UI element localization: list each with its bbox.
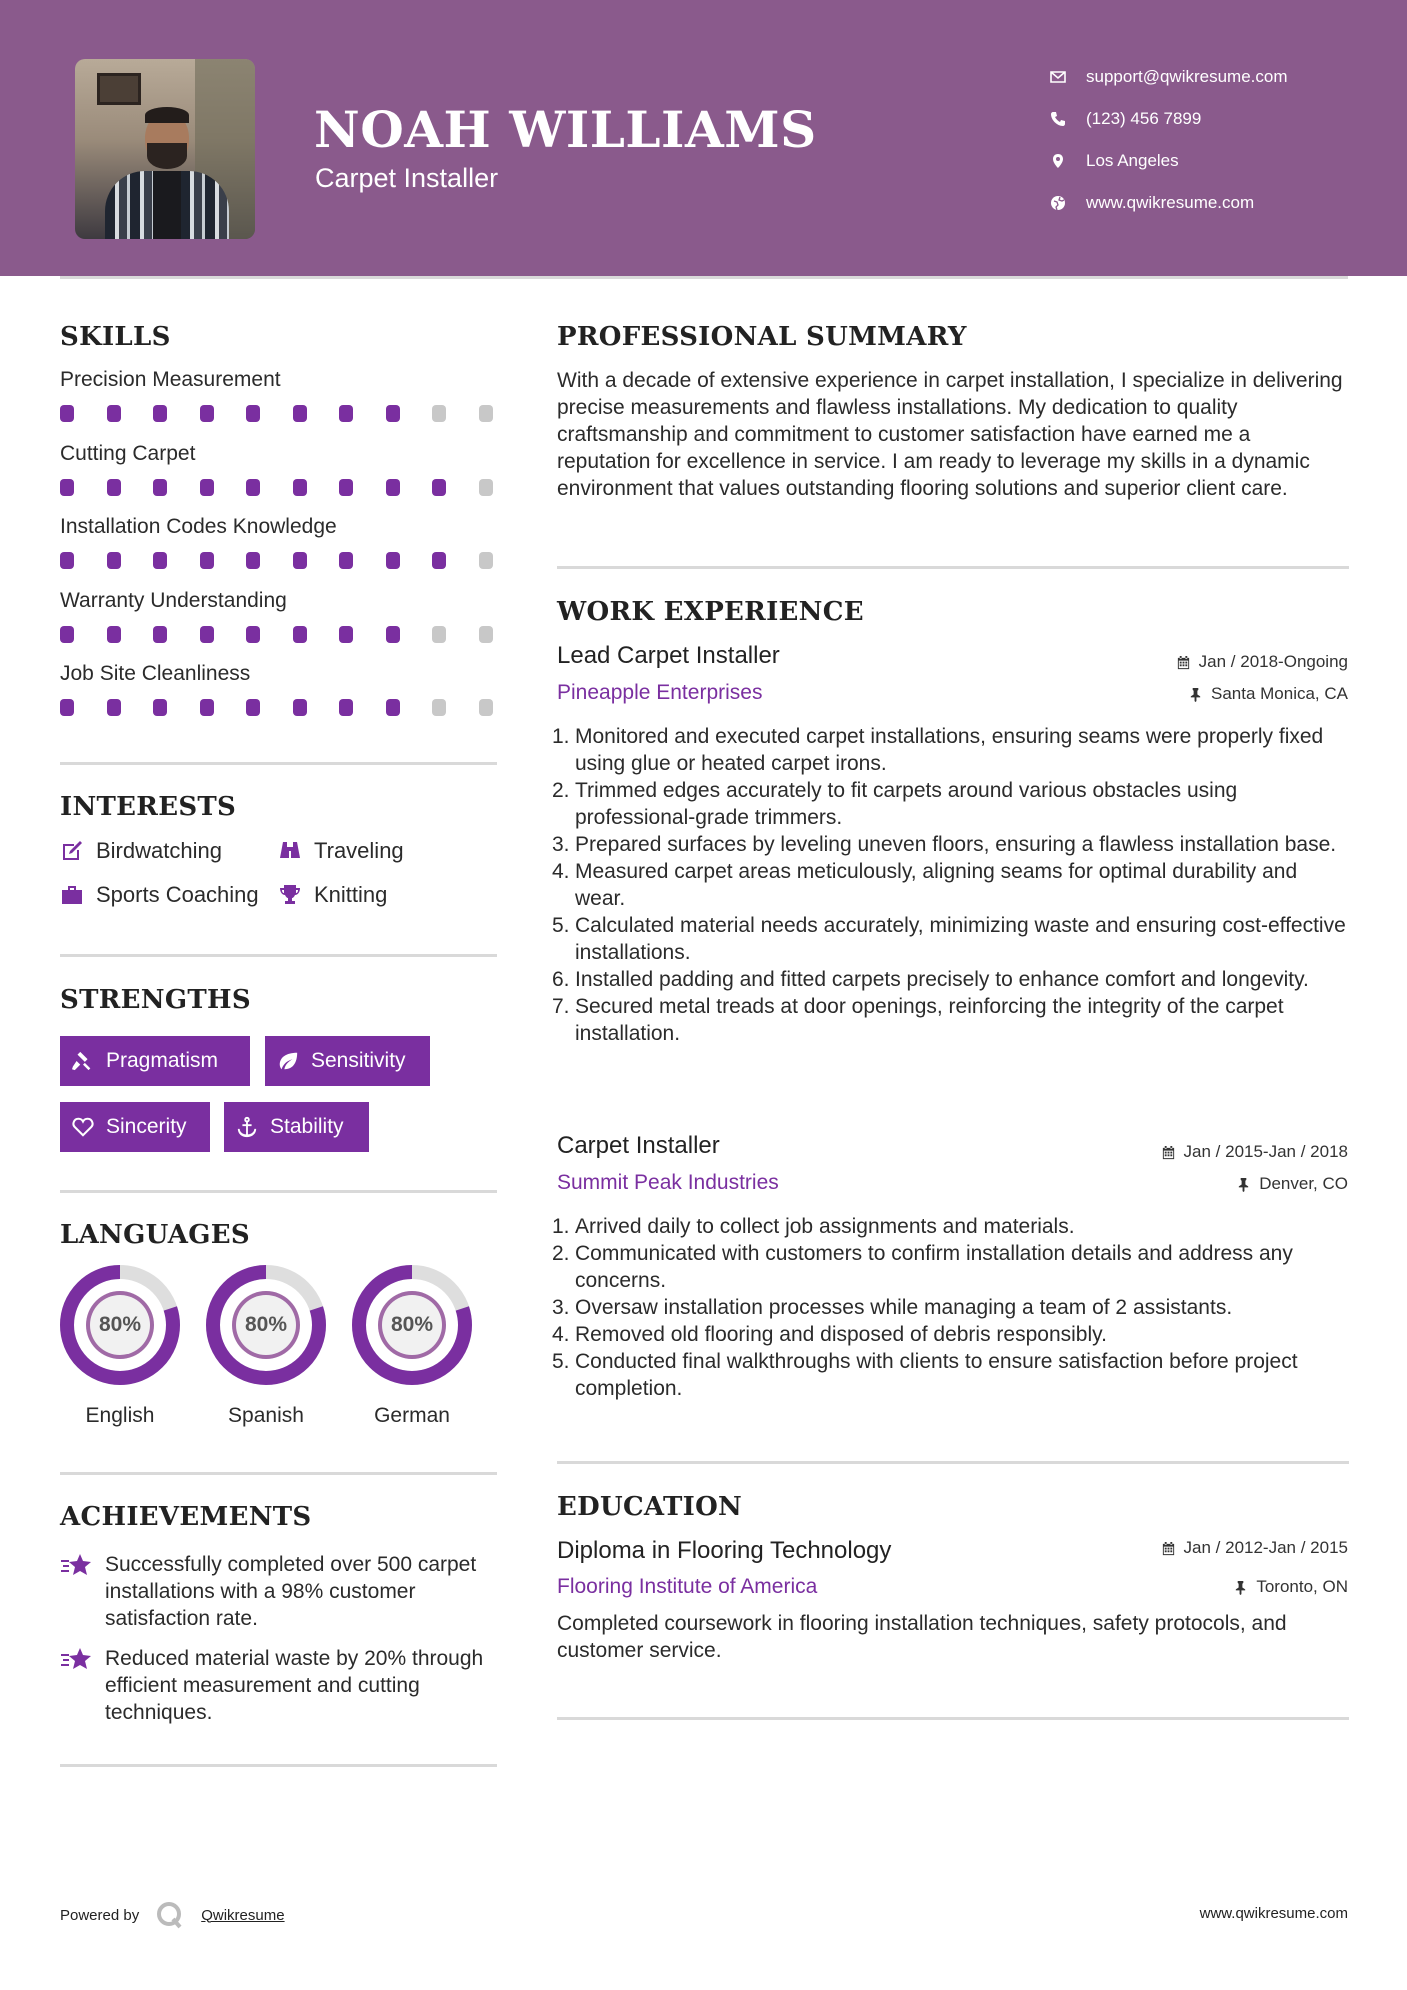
skill-dot-filled xyxy=(107,626,121,643)
education-dates-text: Jan / 2012-Jan / 2015 xyxy=(1183,1538,1348,1557)
achievement-text: Successfully completed over 500 carpet installations with a 98% customer satisfaction rate. xyxy=(105,1553,477,1630)
job-bullet-text: Secured metal treads at door openings, reinforcing the integrity of the carpet installation. xyxy=(575,995,1284,1045)
education-dates xyxy=(1161,1538,1348,1558)
language-percent: 80% xyxy=(244,1313,288,1336)
job-company: Summit Peak Industries xyxy=(557,1171,779,1194)
job-bullet: 3. Oversaw installation processes while managing a team of 2 assistants. xyxy=(552,1296,1233,1319)
job-bullet: 3. Prepared surfaces by leveling uneven floors, ensuring a flawless installation base. xyxy=(552,833,1337,856)
skills-title: SKILLS xyxy=(60,322,171,352)
achievements-divider xyxy=(60,1764,497,1767)
skill-dot-filled xyxy=(339,479,353,496)
job-bullet: 4. Measured carpet areas meticulously, aligning seams for optimal durability and wear. xyxy=(552,860,1298,910)
education-location-text: Toronto, ON xyxy=(1256,1577,1348,1596)
skill-dot-filled xyxy=(293,626,307,643)
education-title: EDUCATION xyxy=(557,1492,743,1522)
language-item xyxy=(205,1264,329,1427)
calendar-icon xyxy=(1161,1541,1176,1556)
skill-dot-filled xyxy=(246,626,260,643)
envelope-icon xyxy=(1050,67,1086,87)
skill-name: Cutting Carpet xyxy=(60,441,196,465)
skill-dot-filled xyxy=(107,699,121,716)
strengths-title: STRENGTHS xyxy=(60,985,251,1015)
skill-dot-filled xyxy=(339,405,353,422)
skill-dot-filled xyxy=(386,699,400,716)
job-title: Lead Carpet Installer xyxy=(557,642,780,669)
job-location xyxy=(1236,1174,1348,1194)
candidate-name: NOAH WILLIAMS xyxy=(314,100,817,159)
strength-label: Sensitivity xyxy=(311,1049,406,1072)
binoculars-icon xyxy=(278,839,302,863)
skill-dot-empty xyxy=(432,405,446,422)
skill-dot-filled xyxy=(246,699,260,716)
skill-dot-filled xyxy=(153,699,167,716)
qwikresume-link[interactable]: Qwikresume xyxy=(201,1906,285,1924)
star-icon xyxy=(60,1553,92,1579)
skill-dot-filled xyxy=(200,405,214,422)
job-dates xyxy=(1176,652,1348,672)
phone-icon xyxy=(1050,109,1086,129)
job-bullet-text: Arrived daily to collect job assignments and materials. xyxy=(575,1215,1075,1238)
gavel-icon xyxy=(72,1050,94,1072)
job-responsibilities xyxy=(552,723,1352,1047)
job-bullet-text: Communicated with customers to confirm installation details and address any concerns. xyxy=(575,1242,1293,1292)
contact-location-text: Los Angeles xyxy=(1086,151,1179,170)
job-bullet: 2. Trimmed edges accurately to fit carpets around various obstacles using professional-grade trimmers. xyxy=(552,779,1238,829)
skill-dot-filled xyxy=(153,479,167,496)
job-bullet-text: Removed old flooring and disposed of debris responsibly. xyxy=(575,1323,1107,1346)
footer-powered xyxy=(60,1900,285,1930)
skill-dot-filled xyxy=(246,552,260,569)
job-bullet-text: Conducted final walkthroughs with clients to ensure satisfaction before project completion. xyxy=(575,1350,1298,1400)
skill-rating xyxy=(60,479,500,497)
skill-dot-filled xyxy=(200,479,214,496)
skill-dot-filled xyxy=(339,699,353,716)
job-bullet: 1. Monitored and executed carpet installations, ensuring seams were properly fixed using glue or heated carpet irons. xyxy=(552,725,1324,775)
job-responsibilities xyxy=(552,1213,1352,1402)
skill-dot-filled xyxy=(386,552,400,569)
skill-dot-filled xyxy=(60,479,74,496)
interest-item xyxy=(60,882,259,908)
heart-icon xyxy=(72,1116,94,1138)
summary-divider xyxy=(557,566,1349,569)
strength-label: Stability xyxy=(270,1115,344,1138)
skill-dot-filled xyxy=(293,405,307,422)
profile-photo xyxy=(75,59,255,239)
contact-email-text: support@qwikresume.com xyxy=(1086,67,1288,86)
summary-text: With a decade of extensive experience in carpet installation, I specialize in delivering precise measurements and flawless installations. My dedication to quality craftsmanship and commitment to customer satisfaction have earned me a reputation for excellence in service. I am ready to leverage my skills in a dynamic environment that values outstanding flooring solutions and superior client care. xyxy=(557,369,1343,500)
job-title: Carpet Installer xyxy=(557,1132,720,1159)
strength-tag xyxy=(60,1036,250,1086)
contact-phone[interactable] xyxy=(1050,98,1380,140)
summary-title: PROFESSIONAL SUMMARY xyxy=(557,322,967,352)
education-location xyxy=(1233,1577,1348,1597)
skill-dot-filled xyxy=(153,552,167,569)
skill-dot-empty xyxy=(479,405,493,422)
job-dates-text: Jan / 2015-Jan / 2018 xyxy=(1183,1142,1348,1161)
education-degree: Diploma in Flooring Technology xyxy=(557,1537,892,1564)
language-percent: 80% xyxy=(390,1313,434,1336)
pushpin-icon xyxy=(1236,1177,1251,1192)
skill-dot-filled xyxy=(386,479,400,496)
job-bullet-text: Calculated material needs accurately, minimizing waste and ensuring cost-effective installations. xyxy=(575,914,1346,964)
skill-dot-filled xyxy=(200,699,214,716)
language-progress-ring xyxy=(351,1264,473,1386)
strength-tag xyxy=(60,1102,210,1152)
achievements-title: ACHIEVEMENTS xyxy=(60,1502,312,1532)
job-bullet: 5. Conducted final walkthroughs with clients to ensure satisfaction before project completion. xyxy=(552,1350,1298,1400)
skill-dot-filled xyxy=(293,552,307,569)
job-location xyxy=(1188,684,1348,704)
job-bullet-text: Prepared surfaces by leveling uneven floors, ensuring a flawless installation base. xyxy=(575,833,1337,856)
job-dates-text: Jan / 2018-Ongoing xyxy=(1198,652,1348,671)
skill-dot-filled xyxy=(246,405,260,422)
skill-rating xyxy=(60,699,500,717)
job-bullet: 6. Installed padding and fitted carpets precisely to enhance comfort and longevity. xyxy=(552,968,1309,991)
job-bullet-text: Monitored and executed carpet installations, ensuring seams were properly fixed using glue or heated carpet irons. xyxy=(575,725,1324,775)
skill-dot-filled xyxy=(60,552,74,569)
footer-site[interactable]: www.qwikresume.com xyxy=(1199,1905,1348,1922)
strength-tag xyxy=(265,1036,430,1086)
skill-dot-empty xyxy=(479,552,493,569)
achievement-text: Reduced material waste by 20% through efficient measurement and cutting techniques. xyxy=(105,1647,484,1724)
skill-dot-filled xyxy=(432,552,446,569)
contact-list xyxy=(1050,56,1380,224)
job-bullet-text: Oversaw installation processes while managing a team of 2 assistants. xyxy=(575,1296,1233,1319)
interest-item xyxy=(60,838,222,864)
contact-phone-text: (123) 456 7899 xyxy=(1086,109,1202,128)
skill-dot-filled xyxy=(386,405,400,422)
skill-dot-filled xyxy=(60,699,74,716)
skill-rating xyxy=(60,626,500,644)
strengths-divider xyxy=(60,1190,497,1193)
language-item xyxy=(59,1264,183,1427)
language-item xyxy=(351,1264,475,1427)
education-school: Flooring Institute of America xyxy=(557,1575,818,1598)
language-name: Spanish xyxy=(228,1404,304,1427)
edit-icon xyxy=(60,839,84,863)
skill-dot-empty xyxy=(479,699,493,716)
skill-dot-filled xyxy=(339,626,353,643)
leaf-icon xyxy=(277,1050,299,1072)
map-pin-icon xyxy=(1050,151,1086,171)
job-bullet: 2. Communicated with customers to confirm installation details and address any concerns. xyxy=(552,1242,1293,1292)
skill-dot-filled xyxy=(107,405,121,422)
interest-label: Birdwatching xyxy=(96,838,222,863)
skill-dot-filled xyxy=(386,626,400,643)
education-divider xyxy=(557,1717,1349,1720)
skill-rating xyxy=(60,405,500,423)
trophy-icon xyxy=(278,883,302,907)
strength-label: Sincerity xyxy=(106,1115,187,1138)
contact-location xyxy=(1050,140,1380,182)
interest-label: Knitting xyxy=(314,882,388,907)
resume-header xyxy=(0,0,1407,276)
job-bullet: 1. Arrived daily to collect job assignments and materials. xyxy=(552,1215,1075,1238)
language-name: German xyxy=(374,1404,450,1427)
interest-item xyxy=(278,882,387,908)
contact-email[interactable] xyxy=(1050,56,1380,98)
interest-item xyxy=(278,838,404,864)
pushpin-icon xyxy=(1188,687,1203,702)
interest-label: Sports Coaching xyxy=(96,882,259,907)
skill-dot-empty xyxy=(479,479,493,496)
candidate-role: Carpet Installer xyxy=(315,163,499,193)
languages-divider xyxy=(60,1472,497,1475)
skill-dot-filled xyxy=(200,552,214,569)
skill-name: Precision Measurement xyxy=(60,368,281,391)
contact-website[interactable] xyxy=(1050,182,1380,224)
education-text: Completed coursework in flooring installation techniques, safety protocols, and customer service. xyxy=(557,1612,1287,1662)
calendar-icon xyxy=(1161,1145,1176,1160)
language-progress-ring xyxy=(59,1264,181,1386)
skills-divider xyxy=(60,762,497,765)
skill-dot-filled xyxy=(246,479,260,496)
job-bullet: 5. Calculated material needs accurately, minimizing waste and ensuring cost-effective installations. xyxy=(552,914,1346,964)
globe-icon xyxy=(1050,193,1086,213)
header-divider xyxy=(60,276,1348,279)
skill-dot-filled xyxy=(432,479,446,496)
interest-label: Traveling xyxy=(314,838,404,863)
job-bullet: 7. Secured metal treads at door openings, reinforcing the integrity of the carpet installation. xyxy=(552,995,1284,1045)
job-company: Pineapple Enterprises xyxy=(557,681,763,704)
briefcase-icon xyxy=(60,883,84,907)
achievement-item xyxy=(60,1645,500,1735)
job-location-text: Santa Monica, CA xyxy=(1210,684,1348,703)
skill-dot-filled xyxy=(293,479,307,496)
skill-dot-filled xyxy=(60,626,74,643)
skill-name: Warranty Understanding xyxy=(60,588,287,612)
job-bullet-text: Measured carpet areas meticulously, aligning seams for optimal durability and wear. xyxy=(575,860,1298,910)
job-dates xyxy=(1161,1142,1348,1162)
skill-dot-filled xyxy=(60,405,74,422)
language-progress-ring xyxy=(205,1264,327,1386)
language-name: English xyxy=(85,1404,155,1427)
pushpin-icon xyxy=(1233,1580,1248,1595)
skill-dot-filled xyxy=(107,552,121,569)
job-bullet-text: Installed padding and fitted carpets precisely to enhance comfort and longevity. xyxy=(575,968,1309,991)
anchor-icon xyxy=(236,1116,258,1138)
skill-dot-empty xyxy=(479,626,493,643)
skill-dot-filled xyxy=(107,479,121,496)
star-icon xyxy=(60,1647,92,1673)
job-bullet-text: Trimmed edges accurately to fit carpets around various obstacles using professional-grade trimmers. xyxy=(575,779,1238,829)
job-bullet: 4. Removed old flooring and disposed of debris responsibly. xyxy=(552,1323,1107,1346)
calendar-icon xyxy=(1176,655,1191,670)
language-percent: 80% xyxy=(98,1313,142,1336)
skill-dot-filled xyxy=(293,699,307,716)
skill-dot-filled xyxy=(153,405,167,422)
contact-website-text: www.qwikresume.com xyxy=(1086,193,1255,212)
interests-divider xyxy=(60,954,497,957)
languages-title: LANGUAGES xyxy=(60,1220,250,1250)
achievement-item xyxy=(60,1551,500,1641)
skill-dot-filled xyxy=(153,626,167,643)
work-title: WORK EXPERIENCE xyxy=(557,597,864,627)
skill-dot-filled xyxy=(339,552,353,569)
skill-dot-empty xyxy=(432,699,446,716)
skill-rating xyxy=(60,552,500,570)
skill-dot-empty xyxy=(432,626,446,643)
skill-dot-filled xyxy=(200,626,214,643)
qwikresume-logo-icon xyxy=(155,1900,185,1930)
skill-name: Job Site Cleanliness xyxy=(60,662,251,685)
strength-label: Pragmatism xyxy=(106,1049,219,1072)
interests-title: INTERESTS xyxy=(60,792,237,822)
skill-name: Installation Codes Knowledge xyxy=(60,515,337,538)
job-location-text: Denver, CO xyxy=(1259,1174,1348,1193)
work-divider xyxy=(557,1461,1349,1464)
powered-by-text: Powered by xyxy=(60,1906,140,1924)
strength-tag xyxy=(224,1102,369,1152)
